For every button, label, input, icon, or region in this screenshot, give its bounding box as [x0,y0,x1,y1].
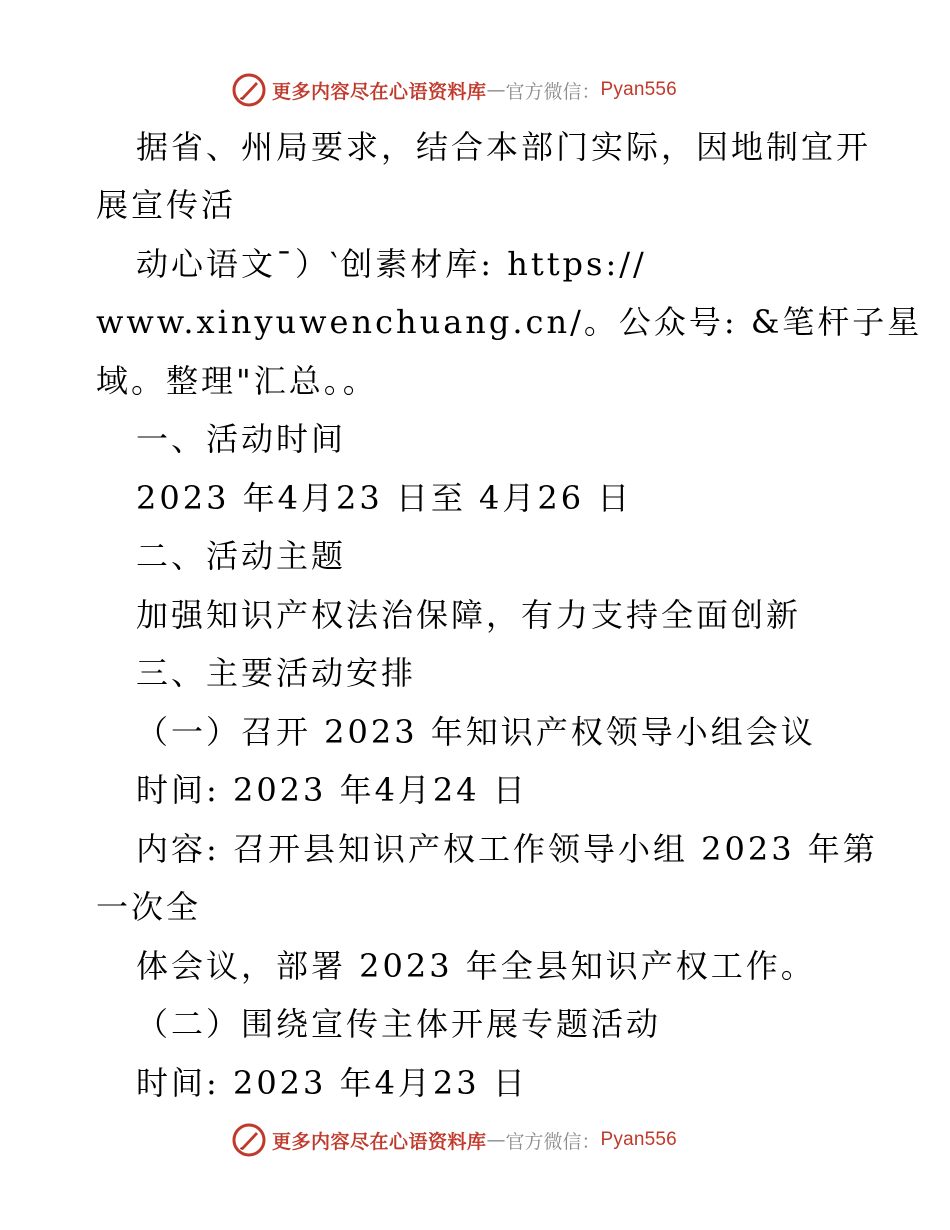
watermark-separator: — [486,1129,506,1151]
activity-date-range: 2023 年4月23 日至 4月26 日 [136,479,633,517]
paragraph-line: 据省、州局要求，结合本部门实际，因地制宜开 [136,128,872,166]
paragraph-line: 动心语文¯）‵创素材库: https:// [136,245,647,283]
section-heading-activity-time: 一、活动时间 [136,420,347,458]
paragraph-line: www.xinyuwenchuang.cn/。公众号: &笔杆子星 [96,303,923,341]
quill-pen-logo-icon [232,1123,266,1157]
meeting-content: 内容: 召开县知识产权工作领导小组 2023 年第 [136,830,878,868]
watermark-main-text: 更多内容尽在心语资料库 [272,80,487,103]
quill-pen-logo-icon [232,73,266,107]
watermark-wechat-label: 官方微信： [505,1130,601,1153]
section-heading-activity-theme: 二、活动主题 [136,537,347,575]
paragraph-line: 域。整理"汇总。。 [96,362,378,400]
meeting-time: 时间: 2023 年4月24 日 [136,771,528,809]
paragraph-line: 展宣传活 [96,186,237,224]
meeting-content-continued: 一次全 [96,888,202,926]
themed-activities-time: 时间: 2023 年4月23 日 [136,1064,528,1102]
footer-watermark [232,1122,677,1158]
section-heading-main-activities: 三、主要活动安排 [136,654,417,692]
subsection-heading-themed-activities: （二）围绕宣传主体开展专题活动 [136,1005,662,1043]
watermark-wechat-label: 官方微信： [505,80,601,103]
watermark-main-text: 更多内容尽在心语资料库 [272,1130,487,1153]
header-watermark [232,72,677,108]
watermark-account: Pyan556 [600,79,677,100]
activity-theme-text: 加强知识产权法治保障，有力支持全面创新 [136,596,802,634]
subsection-heading-meeting: （一）召开 2023 年知识产权领导小组会议 [136,713,816,751]
meeting-content-continued: 体会议，部署 2023 年全县知识产权工作。 [136,947,816,985]
watermark-account: Pyan556 [600,1129,677,1150]
watermark-separator: — [486,79,506,101]
